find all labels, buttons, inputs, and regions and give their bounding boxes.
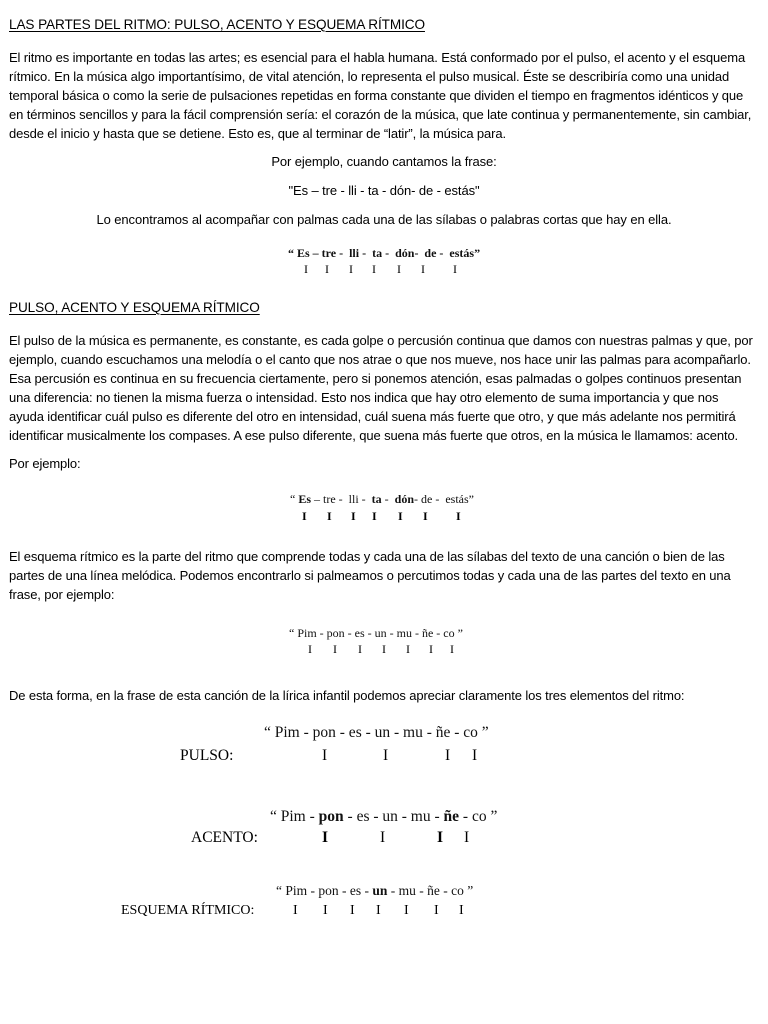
pulse-tick: I xyxy=(429,642,433,656)
pulse-tick: I xyxy=(456,509,461,523)
pulse-tick: I xyxy=(464,829,470,846)
figure1-phrase: “ Es – tre - lli - ta - dón- de - estás” xyxy=(288,246,481,260)
intro-paragraph: El ritmo es importante en todas las artes; es esencial para el habla humana. Está conformado por el pulso, el acento y el esquema rítmico. En la música algo importantísimo, de vital atención, lo representa el pulso musical. Éste se describiría como una unidad temporal básica o como la serie de pulsaciones repetidas en forma constante que dividen el tiempo en fragmentos idénticos y que en términos sencillos y para la fácil comprensión sería: el corazón de la música, que late continua y permanentemente, sin cambiar, desde el inicio y hasta que se detiene. Esto es, que al terminar de “latir”, la música para. xyxy=(9,50,752,141)
acento-phrase xyxy=(270,808,497,826)
pulso-label: PULSO: xyxy=(180,747,234,764)
pulse-tick: I xyxy=(350,903,355,918)
pulse-tick: I xyxy=(383,747,389,764)
pulse-tick: I xyxy=(358,642,362,656)
pulse-tick: I xyxy=(376,903,381,918)
quote-open: “ xyxy=(290,492,299,506)
pulse-tick: I xyxy=(423,509,428,523)
por-ejemplo-label: Por ejemplo: xyxy=(9,456,81,471)
acento-label: ACENTO: xyxy=(191,829,258,846)
pulse-tick: I xyxy=(398,509,403,523)
accented-syllable: ta xyxy=(371,492,382,506)
pulse-tick: I xyxy=(450,642,454,656)
pulse-tick: I xyxy=(323,903,328,918)
pulse-tick: I xyxy=(322,747,328,764)
example-phrase: "Es – tre - lli - ta - dón- de - estás" xyxy=(288,183,480,198)
pulse-tick: I xyxy=(325,262,329,276)
pulse-tick: I xyxy=(293,903,298,918)
accented-syllable: pon xyxy=(318,808,344,825)
pulse-tick: I xyxy=(445,747,451,764)
example-explanation: Lo encontramos al acompañar con palmas cada una de las sílabas o palabras cortas que hay en ella. xyxy=(96,212,672,227)
syllables: - mu - ñe - co ” xyxy=(387,883,474,898)
pulse-tick: I xyxy=(434,903,439,918)
pulso-paragraph: El pulso de la música es permanente, es constante, es cada golpe o percusión continua que damos con nuestras palmas y que, por ejemplo, cuando escuchamos una melodía o el canto que nos atrae o que nos mueve, nos hace unir las palmas para acompañarlo. Esa percusión es continua en su frecuencia ciertamente, pero si ponemos atención, esas palmadas o golpes continuos presentan una diferencia: no tienen la misma fuerza o intensidad. Esto nos indica que hay otro elemento de suma importancia y que nos ayuda identificar cuál pulso es diferente del otro en intensidad, cuál suena más fuerte que otro, y que más adelante nos permitirá identificar musicalmente los compases. A ese pulso diferente, que suena más fuerte que otros, en la música le llamamos: acento. xyxy=(9,333,753,443)
pulse-tick: I xyxy=(349,262,353,276)
pulse-tick: I xyxy=(453,262,457,276)
pulse-tick: I xyxy=(302,509,307,523)
syllables: “ Pim - pon - es - xyxy=(276,883,373,898)
section-title-partes-del-ritmo: LAS PARTES DEL RITMO: PULSO, ACENTO Y ESQUEMA RÍTMICO xyxy=(9,17,425,32)
syllables: - es - un - mu - xyxy=(343,808,444,825)
accent-tick: I xyxy=(322,829,329,846)
syllables: – tre - lli - xyxy=(311,492,372,506)
syllables: “ Pim - xyxy=(270,808,319,825)
pulse-tick: I xyxy=(397,262,401,276)
section-title-pulso-acento: PULSO, ACENTO Y ESQUEMA RÍTMICO xyxy=(9,300,260,315)
syllables: - co ” xyxy=(459,808,498,825)
pulse-tick: I xyxy=(327,509,332,523)
pulse-tick: I xyxy=(406,642,410,656)
summary-intro-paragraph: De esta forma, en la frase de esta canción de la lírica infantil podemos apreciar claramente los tres elementos del ritmo: xyxy=(9,688,685,703)
accented-syllable: un xyxy=(372,883,388,898)
esquema-phrase xyxy=(276,883,473,899)
pulse-tick: I xyxy=(372,262,376,276)
separator: - xyxy=(381,492,395,506)
pulse-tick: I xyxy=(421,262,425,276)
example-intro: Por ejemplo, cuando cantamos la frase: xyxy=(271,154,497,169)
pulse-tick: I xyxy=(372,509,377,523)
figure2-phrase xyxy=(290,492,474,507)
pulse-tick: I xyxy=(308,642,312,656)
accent-tick: I xyxy=(437,829,444,846)
pulse-tick: I xyxy=(459,903,464,918)
pulso-phrase: “ Pim - pon - es - un - mu - ñe - co ” xyxy=(264,724,489,741)
accented-syllable: Es xyxy=(298,492,312,506)
pulse-tick: I xyxy=(382,642,386,656)
syllables: - de - estás” xyxy=(414,492,475,506)
pulse-tick: I xyxy=(351,509,356,523)
esquema-paragraph: El esquema rítmico es la parte del ritmo que comprende todas y cada una de las sílabas del texto de una canción o bien de las partes de una línea melódica. Podemos encontrarlo si palmeamos o percutimos todas y cada una de las partes del texto en una frase, por ejemplo: xyxy=(9,549,731,602)
accented-syllable: ñe xyxy=(443,808,460,825)
pulse-tick: I xyxy=(333,642,337,656)
figure3-phrase: “ Pim - pon - es - un - mu - ñe - co ” xyxy=(289,626,463,640)
pulse-tick: I xyxy=(472,747,478,764)
pulse-tick: I xyxy=(380,829,386,846)
pulse-tick: I xyxy=(404,903,409,918)
accented-syllable: dón xyxy=(394,492,415,506)
pulse-tick: I xyxy=(304,262,308,276)
esquema-label: ESQUEMA RÍTMICO: xyxy=(121,903,255,918)
